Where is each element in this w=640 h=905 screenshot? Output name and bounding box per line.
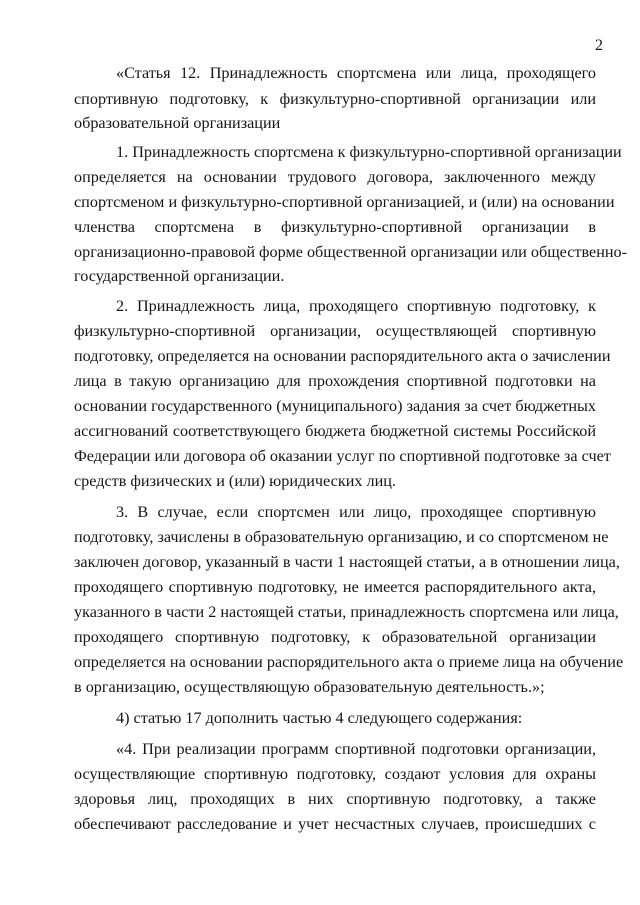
paragraph-line: Федерации или договора об оказании услуг по спортивной подготовке за счет xyxy=(74,447,611,465)
paragraph-line: проходящего спортивную подготовку, не имеется распорядительного акта, xyxy=(74,578,596,596)
paragraph-line: подготовку, зачислены в образовательную организацию, и со спортсменом не xyxy=(74,528,609,546)
paragraph-line: осуществляющие спортивную подготовку, создают условия для охраны xyxy=(74,765,596,783)
paragraph-line: государственной организации. xyxy=(74,267,285,285)
page-number: 2 xyxy=(595,37,603,54)
article-heading-line: «Статья 12. Принадлежность спортсмена или лица, проходящего xyxy=(116,64,596,82)
paragraph-line: средств физических и (или) юридических лиц. xyxy=(74,472,396,490)
paragraph-line: спортсменом и физкультурно-спортивной организацией, и (или) на основании xyxy=(74,193,615,211)
paragraph-line: 2. Принадлежность лица, проходящего спортивную подготовку, к xyxy=(116,297,596,315)
paragraph-line: 3. В случае, если спортсмен или лицо, проходящее спортивную xyxy=(116,503,596,521)
paragraph-line: определяется на основании трудового договора, заключенного между xyxy=(74,168,596,186)
paragraph-line: обеспечивают расследование и учет несчастных случаев, происшедших с xyxy=(74,815,596,833)
paragraph-line: лица в такую организацию для прохождения спортивной подготовки на xyxy=(74,372,596,390)
amendment-instruction: 4) статью 17 дополнить частью 4 следующего содержания: xyxy=(116,709,523,727)
paragraph-line: проходящего спортивную подготовку, к образовательной организации xyxy=(74,628,596,646)
paragraph-line: физкультурно-спортивной организации, осуществляющей спортивную xyxy=(74,322,596,340)
paragraph-line: указанного в части 2 настоящей статьи, принадлежность спортсмена или лица, xyxy=(74,603,619,621)
article-heading-line: спортивную подготовку, к физкультурно-спортивной организации или xyxy=(74,90,596,108)
article-heading-line: образовательной организации xyxy=(74,114,281,132)
paragraph-line: основании государственного (муниципального) задания за счет бюджетных xyxy=(74,397,596,415)
paragraph-line: «4. При реализации программ спортивной подготовки организации, xyxy=(116,740,596,758)
paragraph-line: определяется на основании распорядительного акта о приеме лица на обучение xyxy=(74,653,624,671)
paragraph-line: здоровья лиц, проходящих в них спортивную подготовку, а также xyxy=(74,790,596,808)
paragraph-line: членства спортсмена в физкультурно-спортивной организации в xyxy=(74,218,596,236)
paragraph-line: 1. Принадлежность спортсмена к физкультурно-спортивной организации xyxy=(116,143,622,161)
paragraph-line: подготовку, определяется на основании распорядительного акта о зачислении xyxy=(74,347,611,365)
paragraph-line: ассигнований соответствующего бюджета бюджетной системы Российской xyxy=(74,422,596,440)
paragraph-line: заключен договор, указанный в части 1 настоящей статьи, а в отношении лица, xyxy=(74,553,620,571)
paragraph-line: организационно-правовой форме общественной организации или общественно- xyxy=(74,243,628,261)
paragraph-line: в организацию, осуществляющую образовательную деятельность.»; xyxy=(74,678,545,696)
